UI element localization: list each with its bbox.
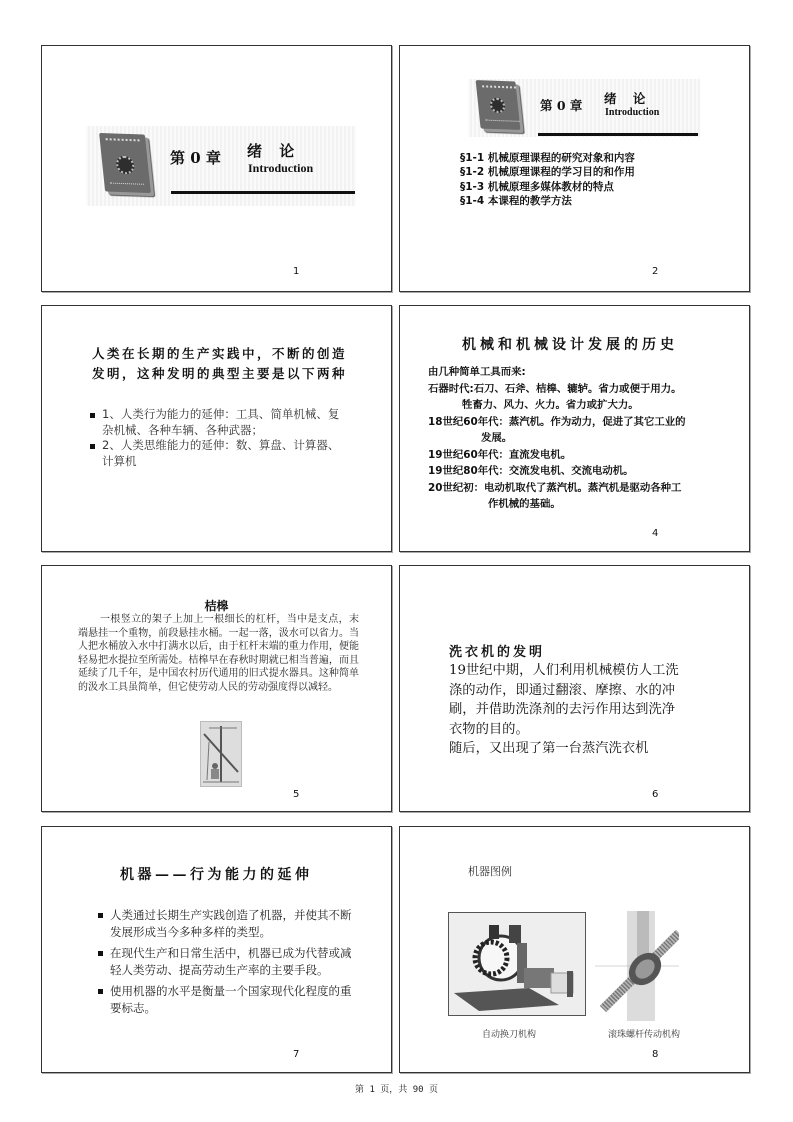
- tool-changer-photo: [448, 912, 586, 1016]
- title-underline: [171, 191, 355, 194]
- chapter-label: 第 0 章: [540, 98, 583, 113]
- chapter-title-cn: 绪 论: [604, 91, 652, 106]
- slide-number: 4: [652, 528, 659, 539]
- bullet-item: 人类通过长期生产实践创造了机器，并使其不断发展形成当今多种多样的类型。: [98, 907, 354, 940]
- slide-body: 19世纪中期，人们利用机械模仿人工洗 涤的动作，即通过翻滚、摩擦、水的冲 刷，并借助洗涤剂的去污作用达到洗净 衣物的目的。 随后，又出现了第一台蒸汽洗衣机: [449, 663, 679, 756]
- slide-5: [41, 565, 392, 812]
- bullet-item: 2、人类思维能力的延伸：数、算盘、计算器、计算机: [90, 438, 340, 469]
- slide-number: 1: [293, 266, 300, 277]
- slide-4: [399, 305, 750, 552]
- slide-title: 机械和机械设计发展的历史: [462, 337, 678, 353]
- slide-number: 5: [293, 789, 300, 800]
- chapter-title-en: Introduction: [605, 107, 660, 118]
- book-icon: [99, 133, 151, 193]
- toc-item[interactable]: §1-4 本课程的教学方法: [460, 194, 572, 207]
- jiegao-illustration: [200, 721, 242, 787]
- bullet-item: 1、人类行为能力的延伸：工具、简单机械、复杂机械、各种车辆、各种武器；: [90, 407, 340, 438]
- slide-number: 8: [652, 1049, 659, 1060]
- slide-title: 洗衣机的发明: [449, 645, 546, 660]
- slide-title: 桔槔: [204, 599, 229, 613]
- slide-7: [41, 826, 392, 1073]
- image-caption: 滚珠螺杆传动机构: [608, 1030, 681, 1040]
- bullet-list: [90, 407, 340, 469]
- book-icon: [476, 80, 521, 130]
- slide-2: [399, 45, 750, 292]
- slide-8: [399, 826, 750, 1073]
- bullet-item: 在现代生产和日常生活中，机器已成为代替或减轻人类劳动、提高劳动生产率的主要手段。: [98, 945, 354, 978]
- toc-item[interactable]: §1-2 机械原理课程的学习目的和作用: [460, 166, 635, 179]
- toc-item[interactable]: §1-3 机械原理多媒体教材的特点: [460, 180, 614, 193]
- slide-paragraph: 一根竖立的架子上加上一根细长的杠杆，当中是支点，末端悬挂一个重物，前段悬挂水桶。一起一落，汲水可以省力。当人把水桶放入水中打满水以后，由于杠杆末端的重力作用，便能轻易把水提拉至所需处。桔槔早在春秋时期就已相当普遍，而且延续了几千年，是中国农村历代通用的旧式提水器具。这种简单的汲水工具虽简单，但它使劳动人民的劳动强度得以减轻。: [78, 614, 359, 693]
- title-underline: [538, 133, 698, 136]
- chapter-label: 第 0 章: [170, 149, 221, 167]
- chapter-title-en: Introduction: [248, 161, 314, 175]
- image-caption: 自动换刀机构: [482, 1030, 537, 1040]
- slide-title: 机器——行为能力的延伸: [120, 867, 313, 883]
- slide-heading: 人类在长期的生产实践中，不断的创造 发明，这种发明的典型主要是以下两种: [92, 346, 348, 381]
- bullet-list: [98, 907, 354, 1016]
- ball-screw-photo: [595, 911, 679, 1021]
- slide-title: 机器图例: [468, 865, 512, 878]
- toc-item[interactable]: §1-1 机械原理课程的研究对象和内容: [460, 152, 635, 164]
- slide-number: 7: [293, 1049, 300, 1060]
- bullet-item: 使用机器的水平是衡量一个国家现代化程度的重要标志。: [98, 983, 354, 1016]
- slide-3: [41, 305, 392, 552]
- page-footer: 第 1 页，共 90 页: [355, 1085, 438, 1095]
- chapter-title-cn: 绪 论: [247, 142, 301, 160]
- table-of-contents: [460, 151, 635, 208]
- history-list: 由几种简单工具而来: 石器时代:石刀、石斧、桔槔、辘轳。省力或便于用力。 牲畜力、风力、火力。省力或扩大力。 18世纪60年代：蒸汽机。作为动力，促进了其它工业的 发展。 19世纪60年代：直流发电机。 19世纪80年代：交流发电机、交流电动机。 20世纪初：电动机取代了蒸汽机。蒸汽机是驱动各种工 作机械的基础。: [428, 366, 686, 510]
- slide-6: [399, 565, 750, 812]
- slide-number: 2: [652, 266, 659, 277]
- slide-number: 6: [652, 789, 659, 800]
- slide-1: [41, 45, 392, 292]
